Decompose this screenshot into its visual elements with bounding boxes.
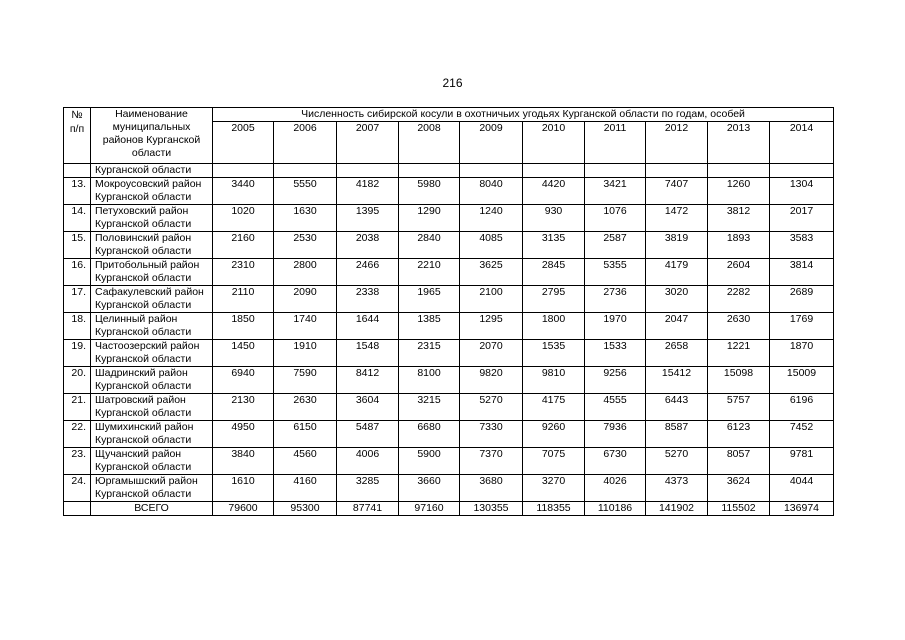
row-number — [64, 164, 91, 178]
population-value: 5355 — [585, 259, 646, 286]
population-value: 6150 — [274, 421, 337, 448]
population-value: 4420 — [523, 178, 585, 205]
row-number: 19. — [64, 340, 91, 367]
population-value: 1076 — [585, 205, 646, 232]
district-name: Мокроусовский район Курганской области — [91, 178, 213, 205]
empty-cell — [523, 164, 585, 178]
row-number: 23. — [64, 448, 91, 475]
total-label: ВСЕГО — [91, 502, 213, 516]
population-value: 7936 — [585, 421, 646, 448]
population-value: 9256 — [585, 367, 646, 394]
row-number: 24. — [64, 475, 91, 502]
population-value: 2110 — [213, 286, 274, 313]
header-year: 2005 — [213, 122, 274, 164]
population-value: 3421 — [585, 178, 646, 205]
continuation-row — [64, 164, 834, 178]
population-value: 5270 — [646, 448, 708, 475]
population-value: 2845 — [523, 259, 585, 286]
population-value: 7075 — [523, 448, 585, 475]
row-number: 13. — [64, 178, 91, 205]
population-value: 2466 — [337, 259, 399, 286]
empty-cell — [213, 164, 274, 178]
population-value: 3680 — [460, 475, 523, 502]
population-value: 1020 — [213, 205, 274, 232]
population-value: 9810 — [523, 367, 585, 394]
population-value: 1304 — [770, 178, 834, 205]
population-value: 2604 — [708, 259, 770, 286]
population-value: 6123 — [708, 421, 770, 448]
population-value: 5550 — [274, 178, 337, 205]
header-year: 2014 — [770, 122, 834, 164]
population-value: 7330 — [460, 421, 523, 448]
population-value: 4026 — [585, 475, 646, 502]
population-value: 1644 — [337, 313, 399, 340]
population-value: 2840 — [399, 232, 460, 259]
header-group-title: Численность сибирской косули в охотничьих угодьях Курганской области по годам, особей — [213, 108, 834, 122]
population-value: 8587 — [646, 421, 708, 448]
population-value: 1740 — [274, 313, 337, 340]
header-year: 2008 — [399, 122, 460, 164]
population-value: 1769 — [770, 313, 834, 340]
population-value: 1970 — [585, 313, 646, 340]
population-value: 1260 — [708, 178, 770, 205]
empty-cell — [646, 164, 708, 178]
table-row — [64, 313, 834, 340]
population-value: 2800 — [274, 259, 337, 286]
table-row — [64, 475, 834, 502]
population-value: 9260 — [523, 421, 585, 448]
population-value: 1535 — [523, 340, 585, 367]
population-value: 2100 — [460, 286, 523, 313]
population-value: 3285 — [337, 475, 399, 502]
population-value: 4555 — [585, 394, 646, 421]
population-value: 2070 — [460, 340, 523, 367]
population-value: 4179 — [646, 259, 708, 286]
header-year: 2011 — [585, 122, 646, 164]
population-value: 7370 — [460, 448, 523, 475]
row-number: 22. — [64, 421, 91, 448]
total-value: 141902 — [646, 502, 708, 516]
empty-cell — [708, 164, 770, 178]
header-year: 2009 — [460, 122, 523, 164]
row-number: 21. — [64, 394, 91, 421]
header-year: 2012 — [646, 122, 708, 164]
population-value: 3604 — [337, 394, 399, 421]
population-value: 8040 — [460, 178, 523, 205]
population-value: 4044 — [770, 475, 834, 502]
row-number: 17. — [64, 286, 91, 313]
population-value: 2658 — [646, 340, 708, 367]
population-value: 6730 — [585, 448, 646, 475]
population-value: 8100 — [399, 367, 460, 394]
table-row — [64, 205, 834, 232]
population-value: 3135 — [523, 232, 585, 259]
population-value: 5757 — [708, 394, 770, 421]
population-value: 1850 — [213, 313, 274, 340]
population-value: 15098 — [708, 367, 770, 394]
empty-cell — [585, 164, 646, 178]
population-value: 6680 — [399, 421, 460, 448]
population-value: 2630 — [708, 313, 770, 340]
population-value: 4085 — [460, 232, 523, 259]
header-year: 2013 — [708, 122, 770, 164]
header-num: № п/п — [64, 108, 91, 164]
population-value: 5980 — [399, 178, 460, 205]
population-value: 1533 — [585, 340, 646, 367]
population-value: 9781 — [770, 448, 834, 475]
page-number: 216 — [442, 76, 463, 90]
population-value: 1870 — [770, 340, 834, 367]
row-number: 20. — [64, 367, 91, 394]
population-value: 3270 — [523, 475, 585, 502]
population-value: 3624 — [708, 475, 770, 502]
table-row — [64, 232, 834, 259]
population-value: 2047 — [646, 313, 708, 340]
district-name: Щучанский район Курганской области — [91, 448, 213, 475]
roe-deer-population-table — [63, 107, 834, 516]
population-value: 2689 — [770, 286, 834, 313]
population-value: 1910 — [274, 340, 337, 367]
empty-cell — [337, 164, 399, 178]
population-value: 2130 — [213, 394, 274, 421]
population-value: 930 — [523, 205, 585, 232]
population-value: 1800 — [523, 313, 585, 340]
population-value: 7407 — [646, 178, 708, 205]
population-value: 1450 — [213, 340, 274, 367]
population-value: 1965 — [399, 286, 460, 313]
table-row — [64, 421, 834, 448]
district-name: Сафакулевский район Курганской области — [91, 286, 213, 313]
row-number: 14. — [64, 205, 91, 232]
population-value: 3440 — [213, 178, 274, 205]
table-row — [64, 448, 834, 475]
table-row — [64, 259, 834, 286]
total-value: 87741 — [337, 502, 399, 516]
total-value: 97160 — [399, 502, 460, 516]
population-value: 5487 — [337, 421, 399, 448]
population-value: 2530 — [274, 232, 337, 259]
empty-cell — [399, 164, 460, 178]
population-value: 2160 — [213, 232, 274, 259]
population-value: 4950 — [213, 421, 274, 448]
population-value: 2038 — [337, 232, 399, 259]
population-value: 2630 — [274, 394, 337, 421]
header-year: 2010 — [523, 122, 585, 164]
population-value: 2282 — [708, 286, 770, 313]
total-value: 118355 — [523, 502, 585, 516]
population-value: 3625 — [460, 259, 523, 286]
district-name: Юргамышский район Курганской области — [91, 475, 213, 502]
population-value: 4560 — [274, 448, 337, 475]
population-value: 1290 — [399, 205, 460, 232]
population-value: 6196 — [770, 394, 834, 421]
table-row — [64, 286, 834, 313]
row-number: 15. — [64, 232, 91, 259]
header-name: Наименование муниципальных районов Курганской области — [91, 108, 213, 164]
empty-cell — [770, 164, 834, 178]
population-value: 1295 — [460, 313, 523, 340]
district-name: Частоозерский район Курганской области — [91, 340, 213, 367]
population-value: 3583 — [770, 232, 834, 259]
population-value: 3814 — [770, 259, 834, 286]
district-name: Курганской области — [91, 164, 213, 178]
row-number: 16. — [64, 259, 91, 286]
population-value: 1221 — [708, 340, 770, 367]
population-value: 15009 — [770, 367, 834, 394]
population-value: 9820 — [460, 367, 523, 394]
population-value: 7590 — [274, 367, 337, 394]
population-value: 8057 — [708, 448, 770, 475]
population-value: 1472 — [646, 205, 708, 232]
population-value: 1385 — [399, 313, 460, 340]
population-value: 6443 — [646, 394, 708, 421]
population-value: 1610 — [213, 475, 274, 502]
population-value: 1630 — [274, 205, 337, 232]
population-value: 4160 — [274, 475, 337, 502]
population-value: 1548 — [337, 340, 399, 367]
header-row-top — [64, 108, 834, 122]
population-value: 2210 — [399, 259, 460, 286]
total-row — [64, 502, 834, 516]
population-value: 8412 — [337, 367, 399, 394]
table-row — [64, 340, 834, 367]
population-value: 6940 — [213, 367, 274, 394]
total-value: 115502 — [708, 502, 770, 516]
population-value: 2017 — [770, 205, 834, 232]
header-year: 2006 — [274, 122, 337, 164]
population-value: 2795 — [523, 286, 585, 313]
total-value: 136974 — [770, 502, 834, 516]
population-value: 7452 — [770, 421, 834, 448]
row-number: 18. — [64, 313, 91, 340]
population-value: 5270 — [460, 394, 523, 421]
population-value: 1395 — [337, 205, 399, 232]
district-name: Шадринский район Курганской области — [91, 367, 213, 394]
population-value: 4006 — [337, 448, 399, 475]
table-row — [64, 178, 834, 205]
header-year: 2007 — [337, 122, 399, 164]
total-value: 79600 — [213, 502, 274, 516]
population-value: 2736 — [585, 286, 646, 313]
population-value: 3812 — [708, 205, 770, 232]
population-value: 4182 — [337, 178, 399, 205]
population-value: 4175 — [523, 394, 585, 421]
population-value: 2315 — [399, 340, 460, 367]
population-value: 3020 — [646, 286, 708, 313]
population-value: 2338 — [337, 286, 399, 313]
population-value: 4373 — [646, 475, 708, 502]
population-value: 2090 — [274, 286, 337, 313]
district-name: Шатровский район Курганской области — [91, 394, 213, 421]
population-value: 3215 — [399, 394, 460, 421]
total-value: 95300 — [274, 502, 337, 516]
district-name: Шумихинский район Курганской области — [91, 421, 213, 448]
district-name: Притобольный район Курганской области — [91, 259, 213, 286]
population-value: 1240 — [460, 205, 523, 232]
district-name: Половинский район Курганской области — [91, 232, 213, 259]
table-row — [64, 394, 834, 421]
total-value: 130355 — [460, 502, 523, 516]
population-value: 2587 — [585, 232, 646, 259]
population-value: 1893 — [708, 232, 770, 259]
population-value: 2310 — [213, 259, 274, 286]
empty-cell — [274, 164, 337, 178]
table-row — [64, 367, 834, 394]
district-name: Петуховский район Курганской области — [91, 205, 213, 232]
population-value: 5900 — [399, 448, 460, 475]
total-value: 110186 — [585, 502, 646, 516]
empty-cell — [64, 502, 91, 516]
population-value: 3660 — [399, 475, 460, 502]
district-name: Целинный район Курганской области — [91, 313, 213, 340]
empty-cell — [460, 164, 523, 178]
population-value: 3840 — [213, 448, 274, 475]
population-value: 3819 — [646, 232, 708, 259]
population-value: 15412 — [646, 367, 708, 394]
